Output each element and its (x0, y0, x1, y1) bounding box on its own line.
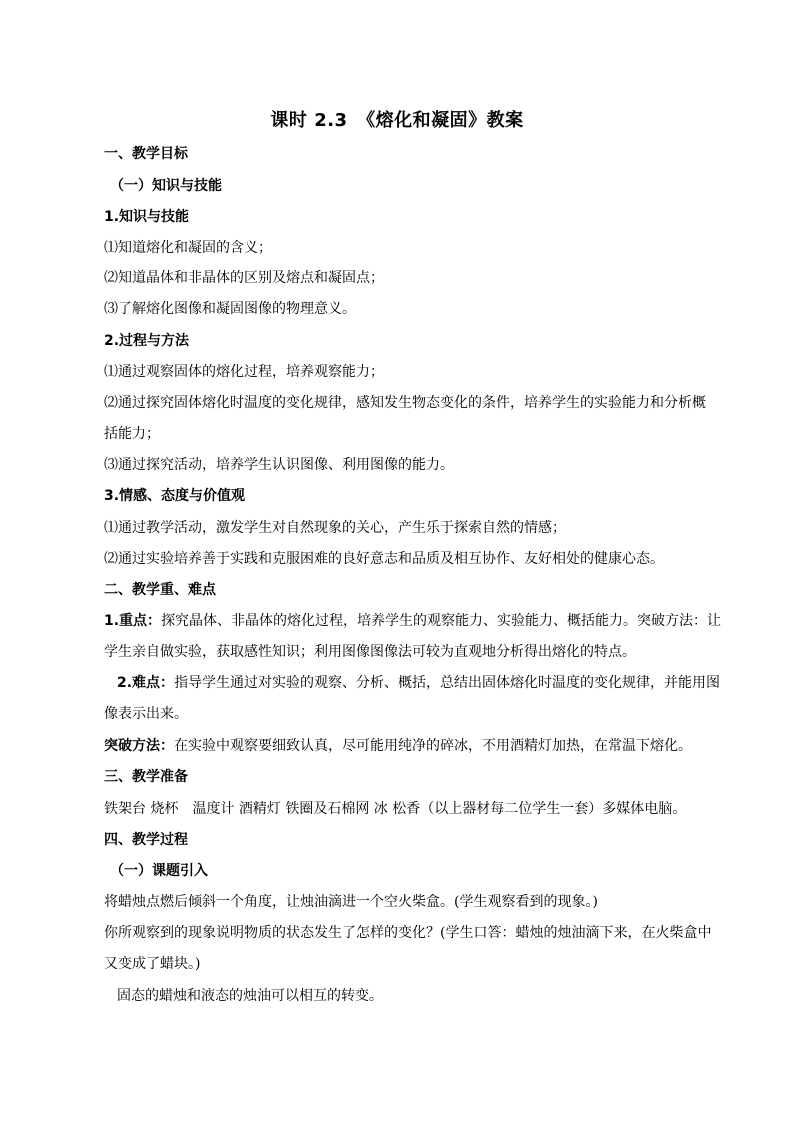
section-heading-objectives: 一、教学目标 (104, 146, 188, 162)
section-heading-preparation: 三、教学准备 (104, 769, 188, 785)
breakthrough-label: 突破方法： (104, 738, 174, 754)
key-point-label: 1.重点： (104, 613, 162, 629)
list-item: ⑶通过探究活动，培养学生认识图像、利用图像的能力。 (104, 457, 454, 473)
key-point-line-2: 学生亲自做实验，获取感性知识；利用图像图像法可较为直观地分析得出熔化的特点。 (104, 644, 636, 660)
difficult-point-label: 2.难点： (117, 675, 175, 691)
item-heading-knowledge: 1.知识与技能 (104, 209, 190, 225)
difficult-point-text: 指导学生通过对实验的观察、分析、概括，总结出固体熔化时温度的变化规律，并能用图 (174, 675, 721, 691)
subheading-introduction: （一）课题引入 (110, 863, 208, 879)
paragraph-question-line-2: 又变成了蜡块。) (104, 956, 201, 972)
breakthrough-text: 在实验中观察要细致认真，尽可能用纯净的碎冰，不用酒精灯加热，在常温下熔化。 (174, 738, 692, 754)
paragraph-conclusion: 固态的蜡烛和液态的烛油可以相互的转变。 (117, 988, 383, 1004)
page-title: 课时 2.3 《熔化和凝固》教案 (270, 110, 524, 131)
subheading-knowledge-skills: （一）知识与技能 (110, 178, 222, 194)
list-item: ⑴通过观察固体的熔化过程，培养观察能力； (104, 364, 384, 380)
item-heading-process: 2.过程与方法 (104, 333, 190, 349)
difficult-point-line-2: 像表示出来。 (104, 706, 188, 722)
item-heading-attitude: 3.情感、态度与价值观 (104, 488, 246, 504)
list-item-continuation: 括能力； (104, 426, 160, 442)
key-point-line-1 (104, 611, 724, 631)
section-heading-key-difficult: 二、教学重、难点 (104, 582, 216, 598)
paragraph-candle: 将蜡烛点燃后倾斜一个角度，让烛油滴进一个空火柴盒。(学生观察看到的现象。) (104, 894, 598, 910)
list-item: ⑵通过探究固体熔化时温度的变化规律，感知发生物态变化的条件，培养学生的实验能力和分析概 (104, 395, 706, 411)
key-point-text: 探究晶体、非晶体的熔化过程，培养学生的观察能力、实验能力、概括能力。突破方法：让 (161, 613, 722, 629)
list-item: ⑵知道晶体和非晶体的区别及熔点和凝固点； (104, 270, 384, 286)
paragraph-question-line-1: 你所观察到的现象说明物质的状态发生了怎样的变化？(学生口答：蜡烛的烛油滴下来，在火柴盒中 (104, 925, 712, 941)
list-item: ⑴通过教学活动，激发学生对自然现象的关心，产生乐于探索自然的情感； (104, 520, 566, 536)
list-item: ⑵通过实验培养善于实践和克服困难的良好意志和品质及相互协作、友好相处的健康心态。 (104, 551, 664, 567)
section-heading-process: 四、教学过程 (104, 832, 188, 848)
breakthrough-method (104, 736, 724, 756)
list-item: ⑶了解熔化图像和凝固图像的物理意义。 (104, 301, 356, 317)
preparation-text: 铁架台 烧杯 温度计 酒精灯 铁圈及石棉网 冰 松香（以上器材每二位学生一套）多媒体电脑。 (104, 801, 687, 817)
difficult-point-line-1 (117, 673, 737, 693)
list-item: ⑴知道熔化和凝固的含义； (104, 240, 272, 256)
